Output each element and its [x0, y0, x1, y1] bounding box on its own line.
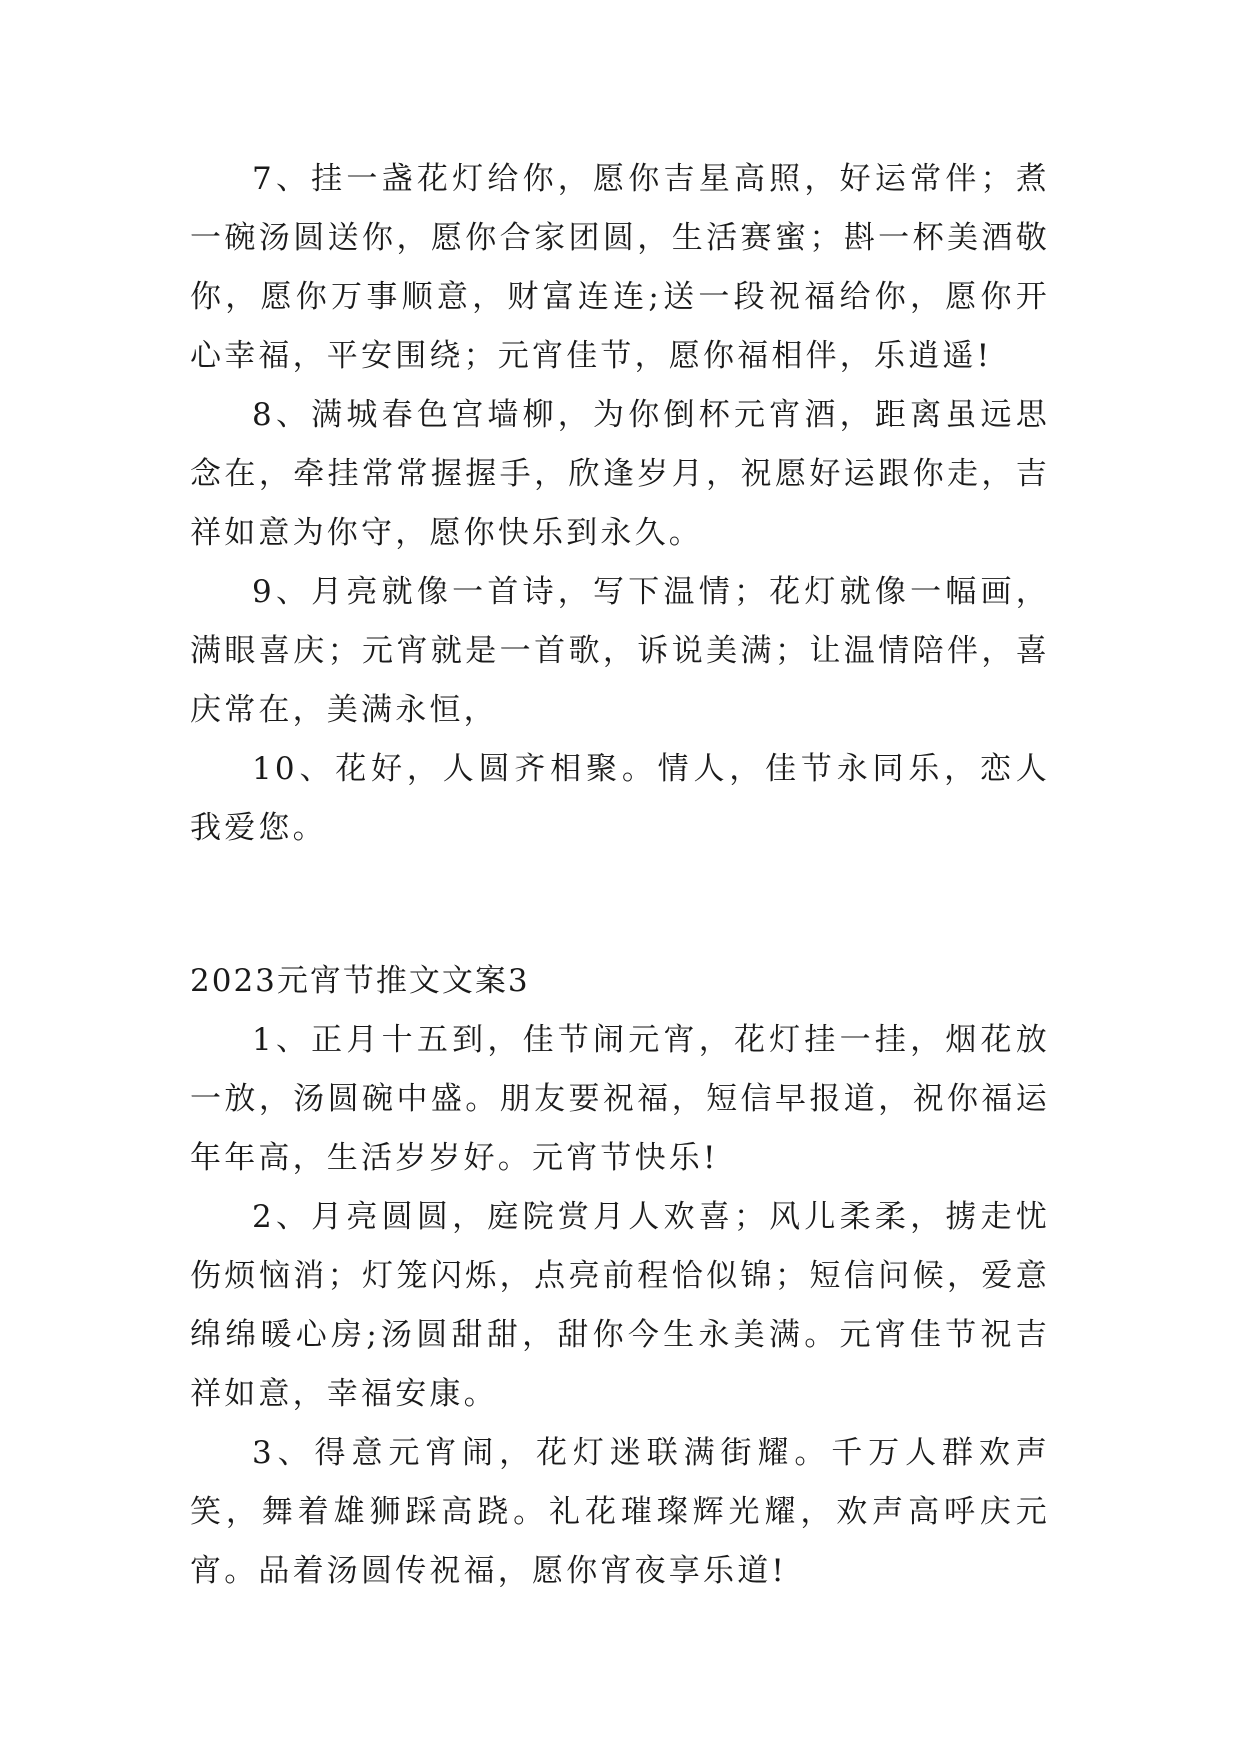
wish-paragraph-9: 9、月亮就像一首诗，写下温情；花灯就像一幅画，满眼喜庆；元宵就是一首歌，诉说美满；让温情陪伴，喜庆常在，美满永恒，	[190, 574, 1050, 728]
wish-paragraph-7: 7、挂一盏花灯给你，愿你吉星高照，好运常伴；煮一碗汤圆送你，愿你合家团圆，生活赛蜜；斟一杯美酒敬你，愿你万事顺意，财富连连;送一段祝福给你，愿你开心幸福，平安围绕；元宵佳节，愿你福相伴，乐逍遥!	[190, 161, 1050, 374]
document-body	[190, 150, 1050, 1601]
wish-paragraph-1: 1、正月十五到，佳节闹元宵，花灯挂一挂，烟花放一放，汤圆碗中盛。朋友要祝福，短信早报道，祝你福运年年高，生活岁岁好。元宵节快乐!	[190, 1022, 1050, 1176]
wish-paragraph-2: 2、月亮圆圆，庭院赏月人欢喜；风儿柔柔，掳走忧伤烦恼消；灯笼闪烁，点亮前程恰似锦；短信问候，爱意绵绵暖心房;汤圆甜甜，甜你今生永美满。元宵佳节祝吉祥如意，幸福安康。	[190, 1199, 1050, 1412]
section-heading: 2023元宵节推文文案3	[190, 963, 530, 999]
wish-paragraph-3: 3、得意元宵闹，花灯迷联满街耀。千万人群欢声笑，舞着雄狮踩高跷。礼花璀璨辉光耀，欢声高呼庆元宵。品着汤圆传祝福，愿你宵夜享乐道!	[190, 1435, 1050, 1589]
wish-paragraph-10: 10、花好，人圆齐相聚。情人，佳节永同乐，恋人我爱您。	[190, 751, 1050, 846]
wish-paragraph-8: 8、满城春色宫墙柳，为你倒杯元宵酒，距离虽远思念在，牵挂常常握握手，欣逢岁月，祝愿好运跟你走，吉祥如意为你守，愿你快乐到永久。	[190, 397, 1050, 551]
